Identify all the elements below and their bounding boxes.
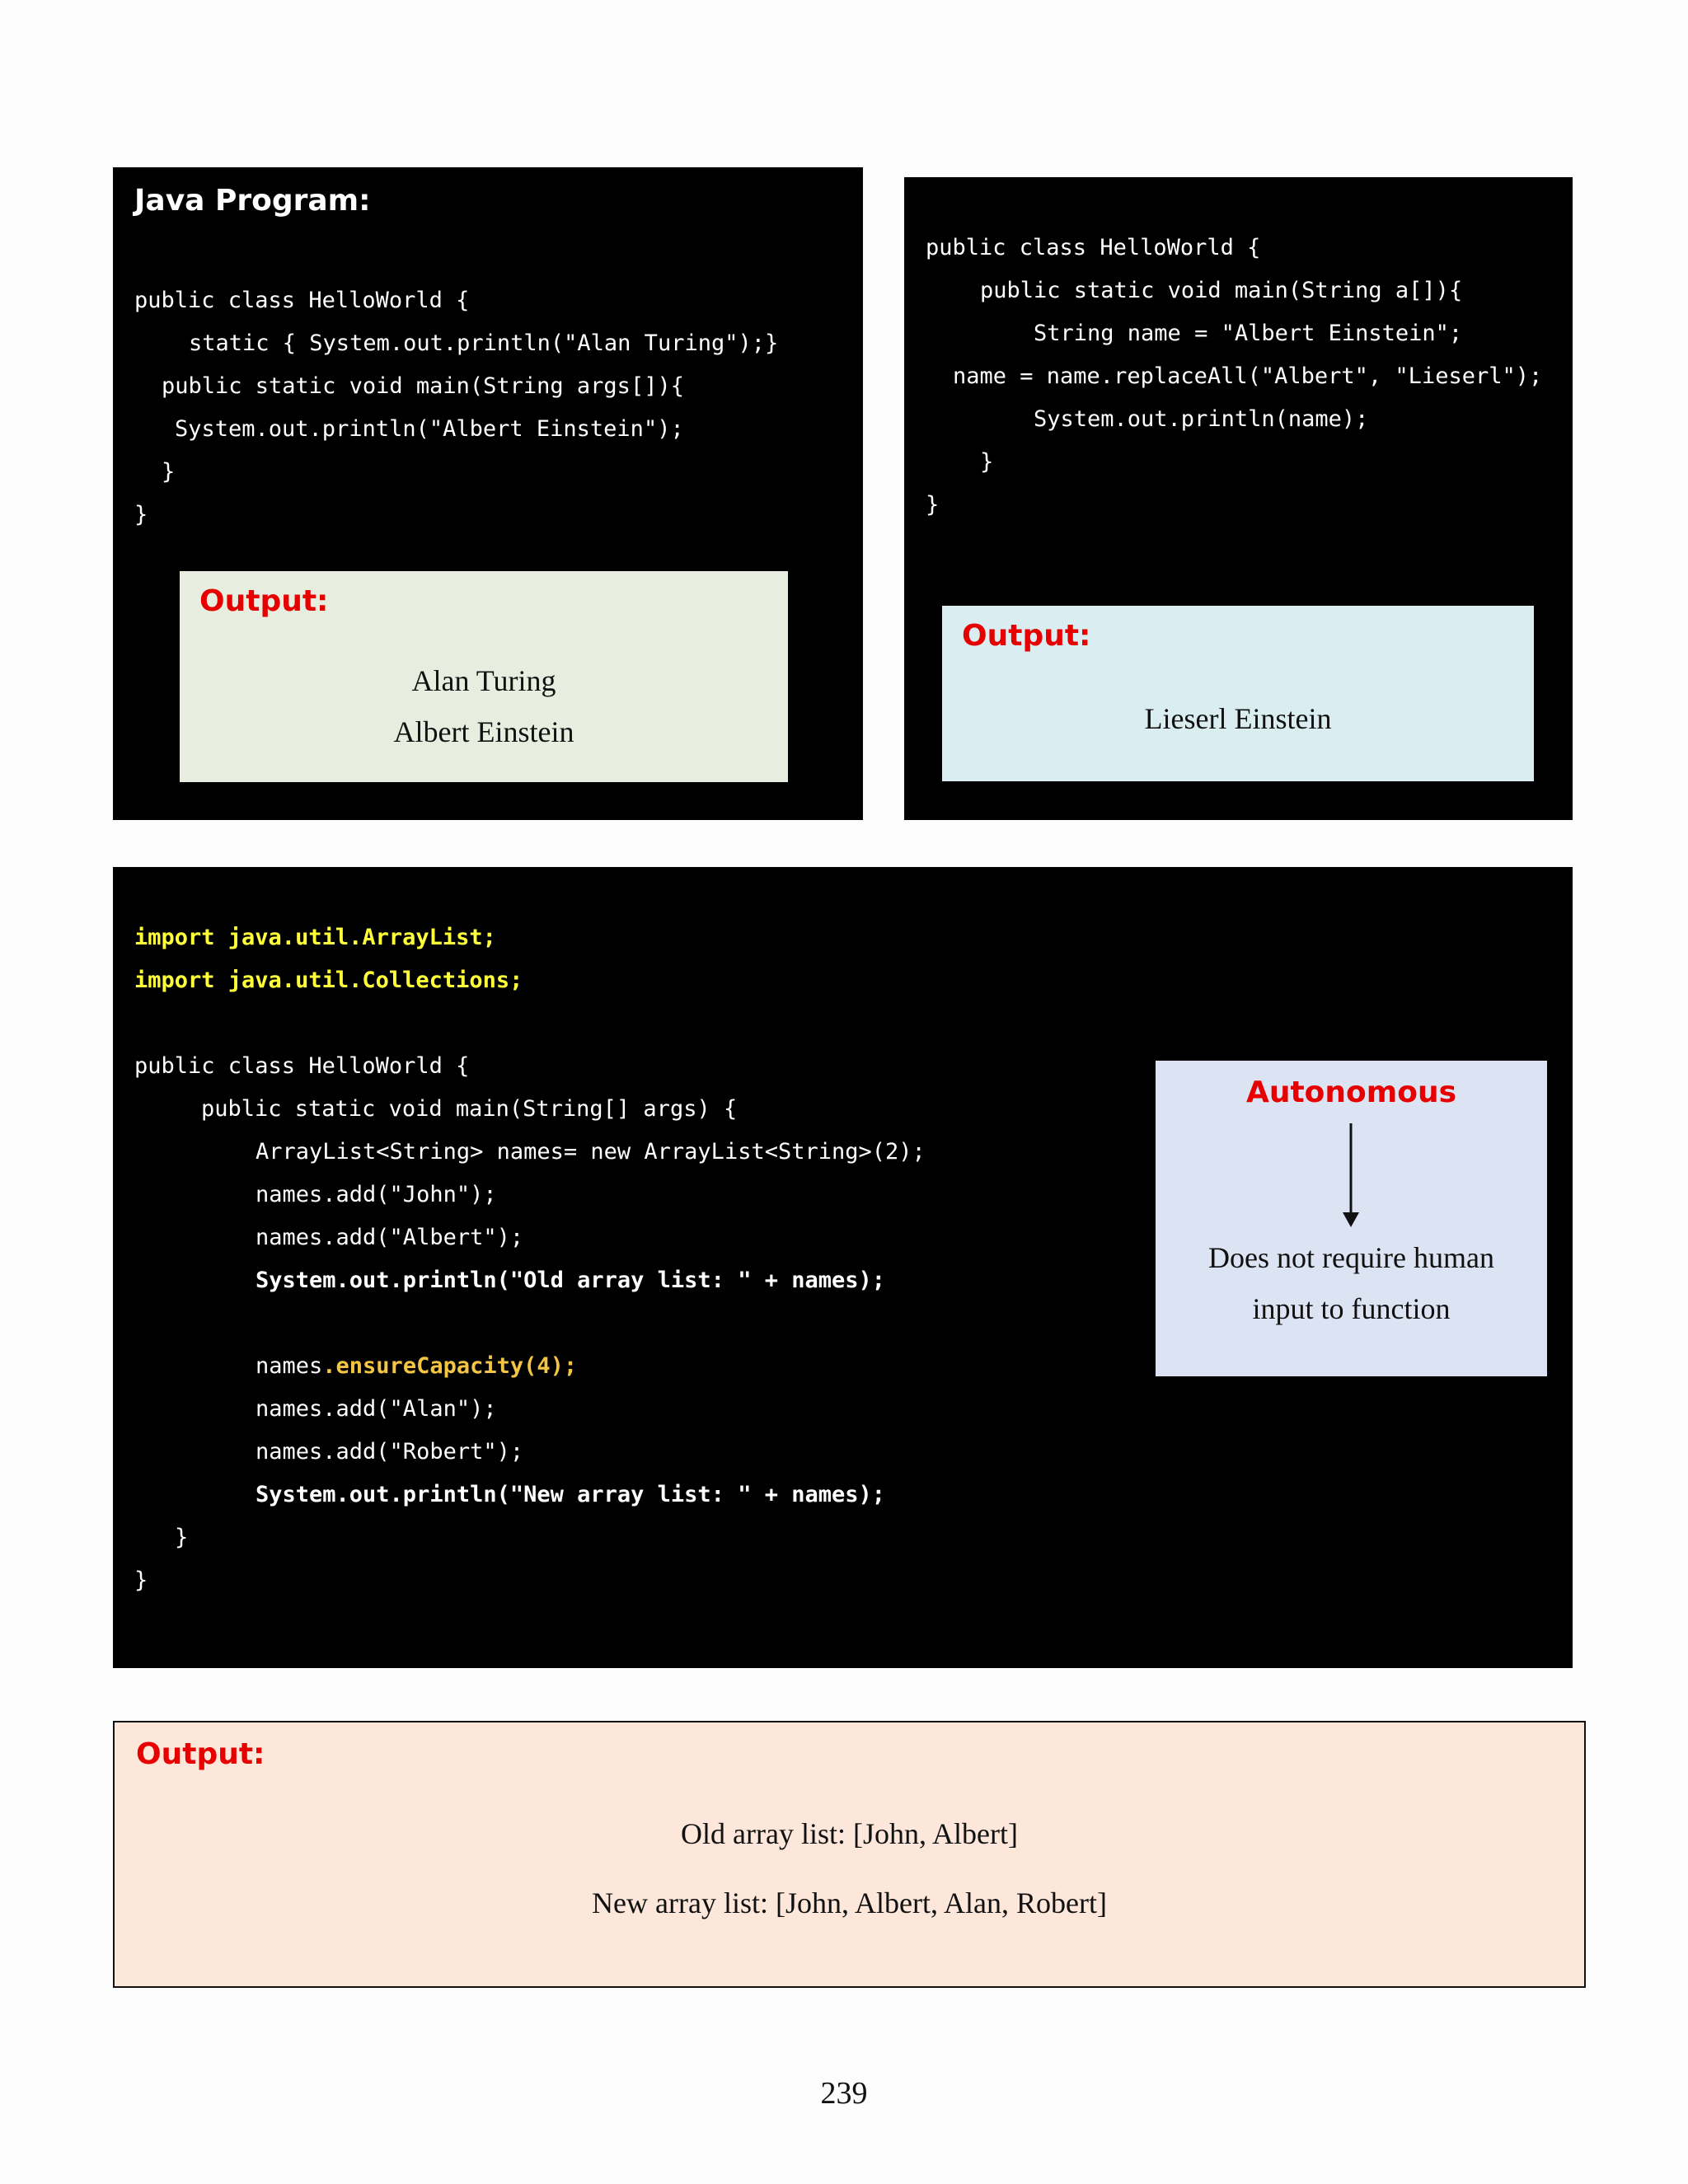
- note-line: Does not require human: [1208, 1241, 1494, 1274]
- output-line: Alan Turing: [411, 664, 556, 697]
- note-line: input to function: [1252, 1292, 1451, 1325]
- code-line: System.out.println("Albert Einstein");: [175, 416, 684, 442]
- code-line: }: [134, 1568, 148, 1593]
- panel-title: Java Program:: [134, 184, 371, 218]
- page-number: 239: [820, 2076, 868, 2111]
- output-label: Output:: [199, 584, 329, 618]
- note-title: Autonomous: [1245, 1076, 1457, 1109]
- import-line: import java.util.ArrayList;: [134, 925, 496, 950]
- code-token: names: [256, 1353, 323, 1379]
- highlighted-code-token: .ensureCapacity(4);: [322, 1353, 578, 1379]
- code-line: System.out.println("Old array list: " + names);: [256, 1268, 886, 1293]
- code-line: }: [926, 492, 940, 518]
- output-line: Lieserl Einstein: [1144, 702, 1332, 735]
- code-line: public static void main(String args[]){: [162, 373, 684, 399]
- code-line: System.out.println(name);: [1034, 406, 1369, 432]
- code-line: public class HelloWorld {: [134, 1053, 470, 1079]
- code-line: names.add("Alan");: [256, 1396, 497, 1422]
- code-panel-3: [113, 867, 1573, 1668]
- code-line: ArrayList<String> names= new ArrayList<String>(2);: [256, 1139, 926, 1165]
- code-line: }: [162, 459, 176, 485]
- code-panel-2: [904, 177, 1573, 820]
- autonomous-note: [1156, 1061, 1547, 1376]
- code-panel-1: [113, 167, 863, 820]
- code-line: public class HelloWorld {: [926, 235, 1261, 260]
- code-line: System.out.println("New array list: " + names);: [256, 1482, 886, 1507]
- output-box-1: [180, 571, 788, 782]
- import-line: import java.util.Collections;: [134, 968, 523, 993]
- code-line: static { System.out.println("Alan Turing");}: [189, 330, 779, 356]
- code-line: names.add("John");: [256, 1182, 497, 1207]
- code-line: public static void main(String[] args) {: [201, 1096, 738, 1122]
- code-line: names.add("Robert");: [256, 1439, 524, 1465]
- code-line: public class HelloWorld {: [134, 288, 470, 313]
- code-line: }: [175, 1525, 189, 1550]
- code-line: [256, 1355, 577, 1377]
- code-line: public static void main(String a[]){: [980, 278, 1463, 303]
- output-label: Output:: [962, 619, 1091, 653]
- code-line: name = name.replaceAll("Albert", "Lieserl");: [953, 363, 1543, 389]
- output-line: New array list: [John, Albert, Alan, Robert]: [592, 1886, 1107, 1919]
- output-line: Old array list: [John, Albert]: [681, 1817, 1018, 1850]
- down-arrow-icon: [1339, 1123, 1363, 1230]
- code-line: names.add("Albert");: [256, 1225, 524, 1250]
- output-box-2: [942, 606, 1534, 781]
- output-label: Output:: [136, 1737, 265, 1771]
- output-line: Albert Einstein: [393, 715, 574, 748]
- output-box-3: [113, 1721, 1586, 1988]
- code-line: }: [134, 502, 148, 527]
- code-line: }: [980, 449, 994, 475]
- code-line: String name = "Albert Einstein";: [1034, 321, 1463, 346]
